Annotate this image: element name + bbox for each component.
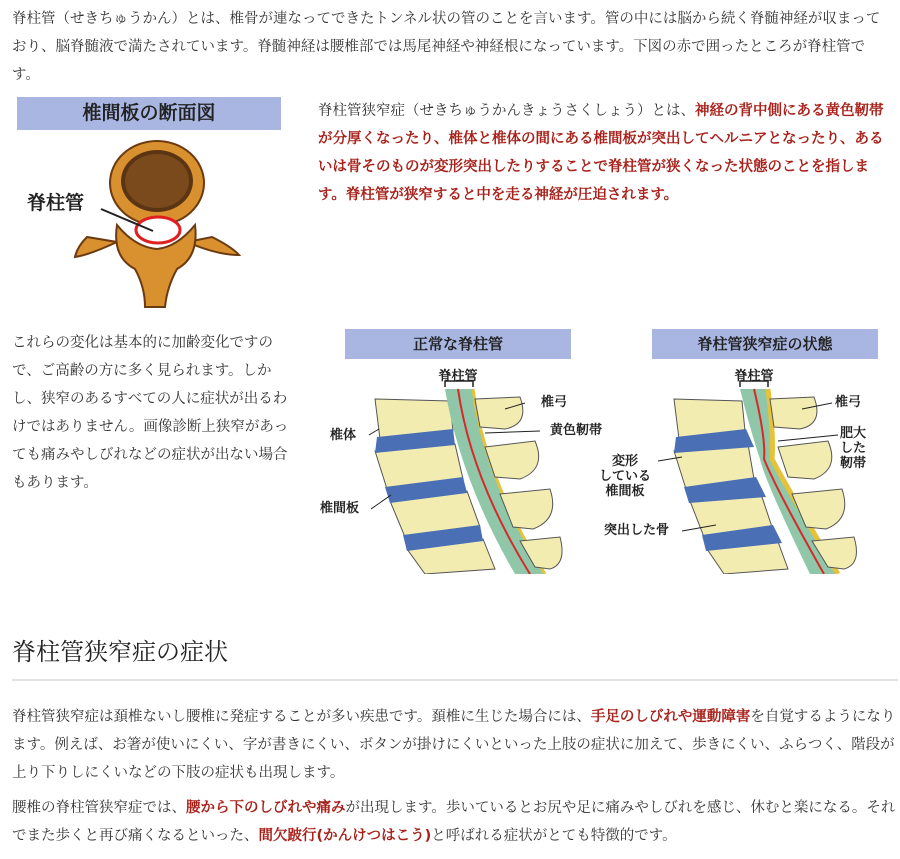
spinal-canal-label: 脊柱管 xyxy=(27,192,85,214)
text-segment: を自覚するようになります。例えば、お箸が使いにくい、字が書きにくい、ボタンが掛けにくいといった上肢の症状に加えて、歩きにくい、ふらつく、階段が上り下りしにくいなどの下肢の症状も出現します。 xyxy=(12,709,896,781)
figure-title: 正常な脊柱管 xyxy=(345,329,571,359)
disc-cross-section-figure xyxy=(17,97,281,312)
section-heading: 脊柱管狭窄症の症状 xyxy=(12,638,228,666)
spinal-canal-label: 脊柱管 xyxy=(438,369,478,384)
vertebral-arch-label: 椎弓 xyxy=(835,395,862,410)
disc-label: 椎間板 xyxy=(320,501,360,516)
ligament-label: 黄色靭帯 xyxy=(550,423,603,438)
text-segment: が出現します。歩いているとお尻や足に痛みやしびれを感じ、休むと楽になる。それでまた歩くと再び痛くなるといった、 xyxy=(12,800,896,844)
normal-spine-illustration xyxy=(335,329,571,574)
heading-divider xyxy=(12,679,898,681)
highlight-text: 手足のしびれや運動障害 xyxy=(590,709,751,725)
text-segment: 腰椎の脊柱管狭窄症では、 xyxy=(12,800,186,816)
definition-highlight: 神経の背中側にある黄色靭帯が分厚くなったり、椎体と椎体の間にある椎間板が突出してヘルニアとなったり、あるいは骨そのものが変形突出したりすることで脊柱管が狭くなった状態のことを指します。脊柱管が狭窄すると中を走る神経が圧迫されます。 xyxy=(318,103,884,203)
definition-lead: 脊柱管狭窄症（せきちゅうかんきょうさくしょう）とは、 xyxy=(318,103,695,119)
text-segment: と呼ばれる症状がとても特徴的です。 xyxy=(431,828,677,844)
normal-spinal-canal-figure xyxy=(320,329,603,574)
figure-title: 脊柱管狭窄症の状態 xyxy=(652,329,878,359)
spinal-canal-label: 脊柱管 xyxy=(734,369,774,384)
vertebral-body-label: 椎体 xyxy=(330,428,357,443)
deformed-disc-label: 変形 している 椎間板 xyxy=(598,454,651,499)
highlight-text: 間欠跛行(かんけつはこう) xyxy=(258,828,432,844)
figure-title: 椎間板の断面図 xyxy=(17,97,281,130)
text-segment: 脊柱管狭窄症は頚椎ないし腰椎に発症することが多い疾患です。頚椎に生じた場合には、 xyxy=(12,709,591,725)
highlight-text: 腰から下のしびれや痛み xyxy=(186,800,346,816)
stenosis-definition-paragraph xyxy=(318,97,892,209)
aging-paragraph: これらの変化は基本的に加齢変化ですので、ご高齢の方に多く見られます。しかし、狭窄のあるすべての人に症状が出るわけではありません。画像診断上狭窄があっても痛みやしびれなどの症状が出ない場合もあります。 xyxy=(12,335,289,491)
thickened-ligament-label: 肥大した 靭帯 xyxy=(840,426,867,471)
intro-paragraph: 脊柱管（せきちゅうかん）とは、椎骨が連なってできたトンネル状の管のことを言います。管の中には脳から続く脊髄神経が収まっており、脳脊髄液で満たされています。脊髄神経は腰椎部では馬尾神経や神経根になっています。下図の赤で囲ったところが脊柱管です。 xyxy=(12,11,881,83)
stenosis-state-figure xyxy=(598,329,878,574)
cervical-symptoms-paragraph xyxy=(12,703,896,787)
vertebral-arch-label: 椎弓 xyxy=(541,395,568,410)
bone-spur-label: 突出した骨 xyxy=(604,523,670,538)
lumbar-symptoms-paragraph xyxy=(12,794,896,850)
